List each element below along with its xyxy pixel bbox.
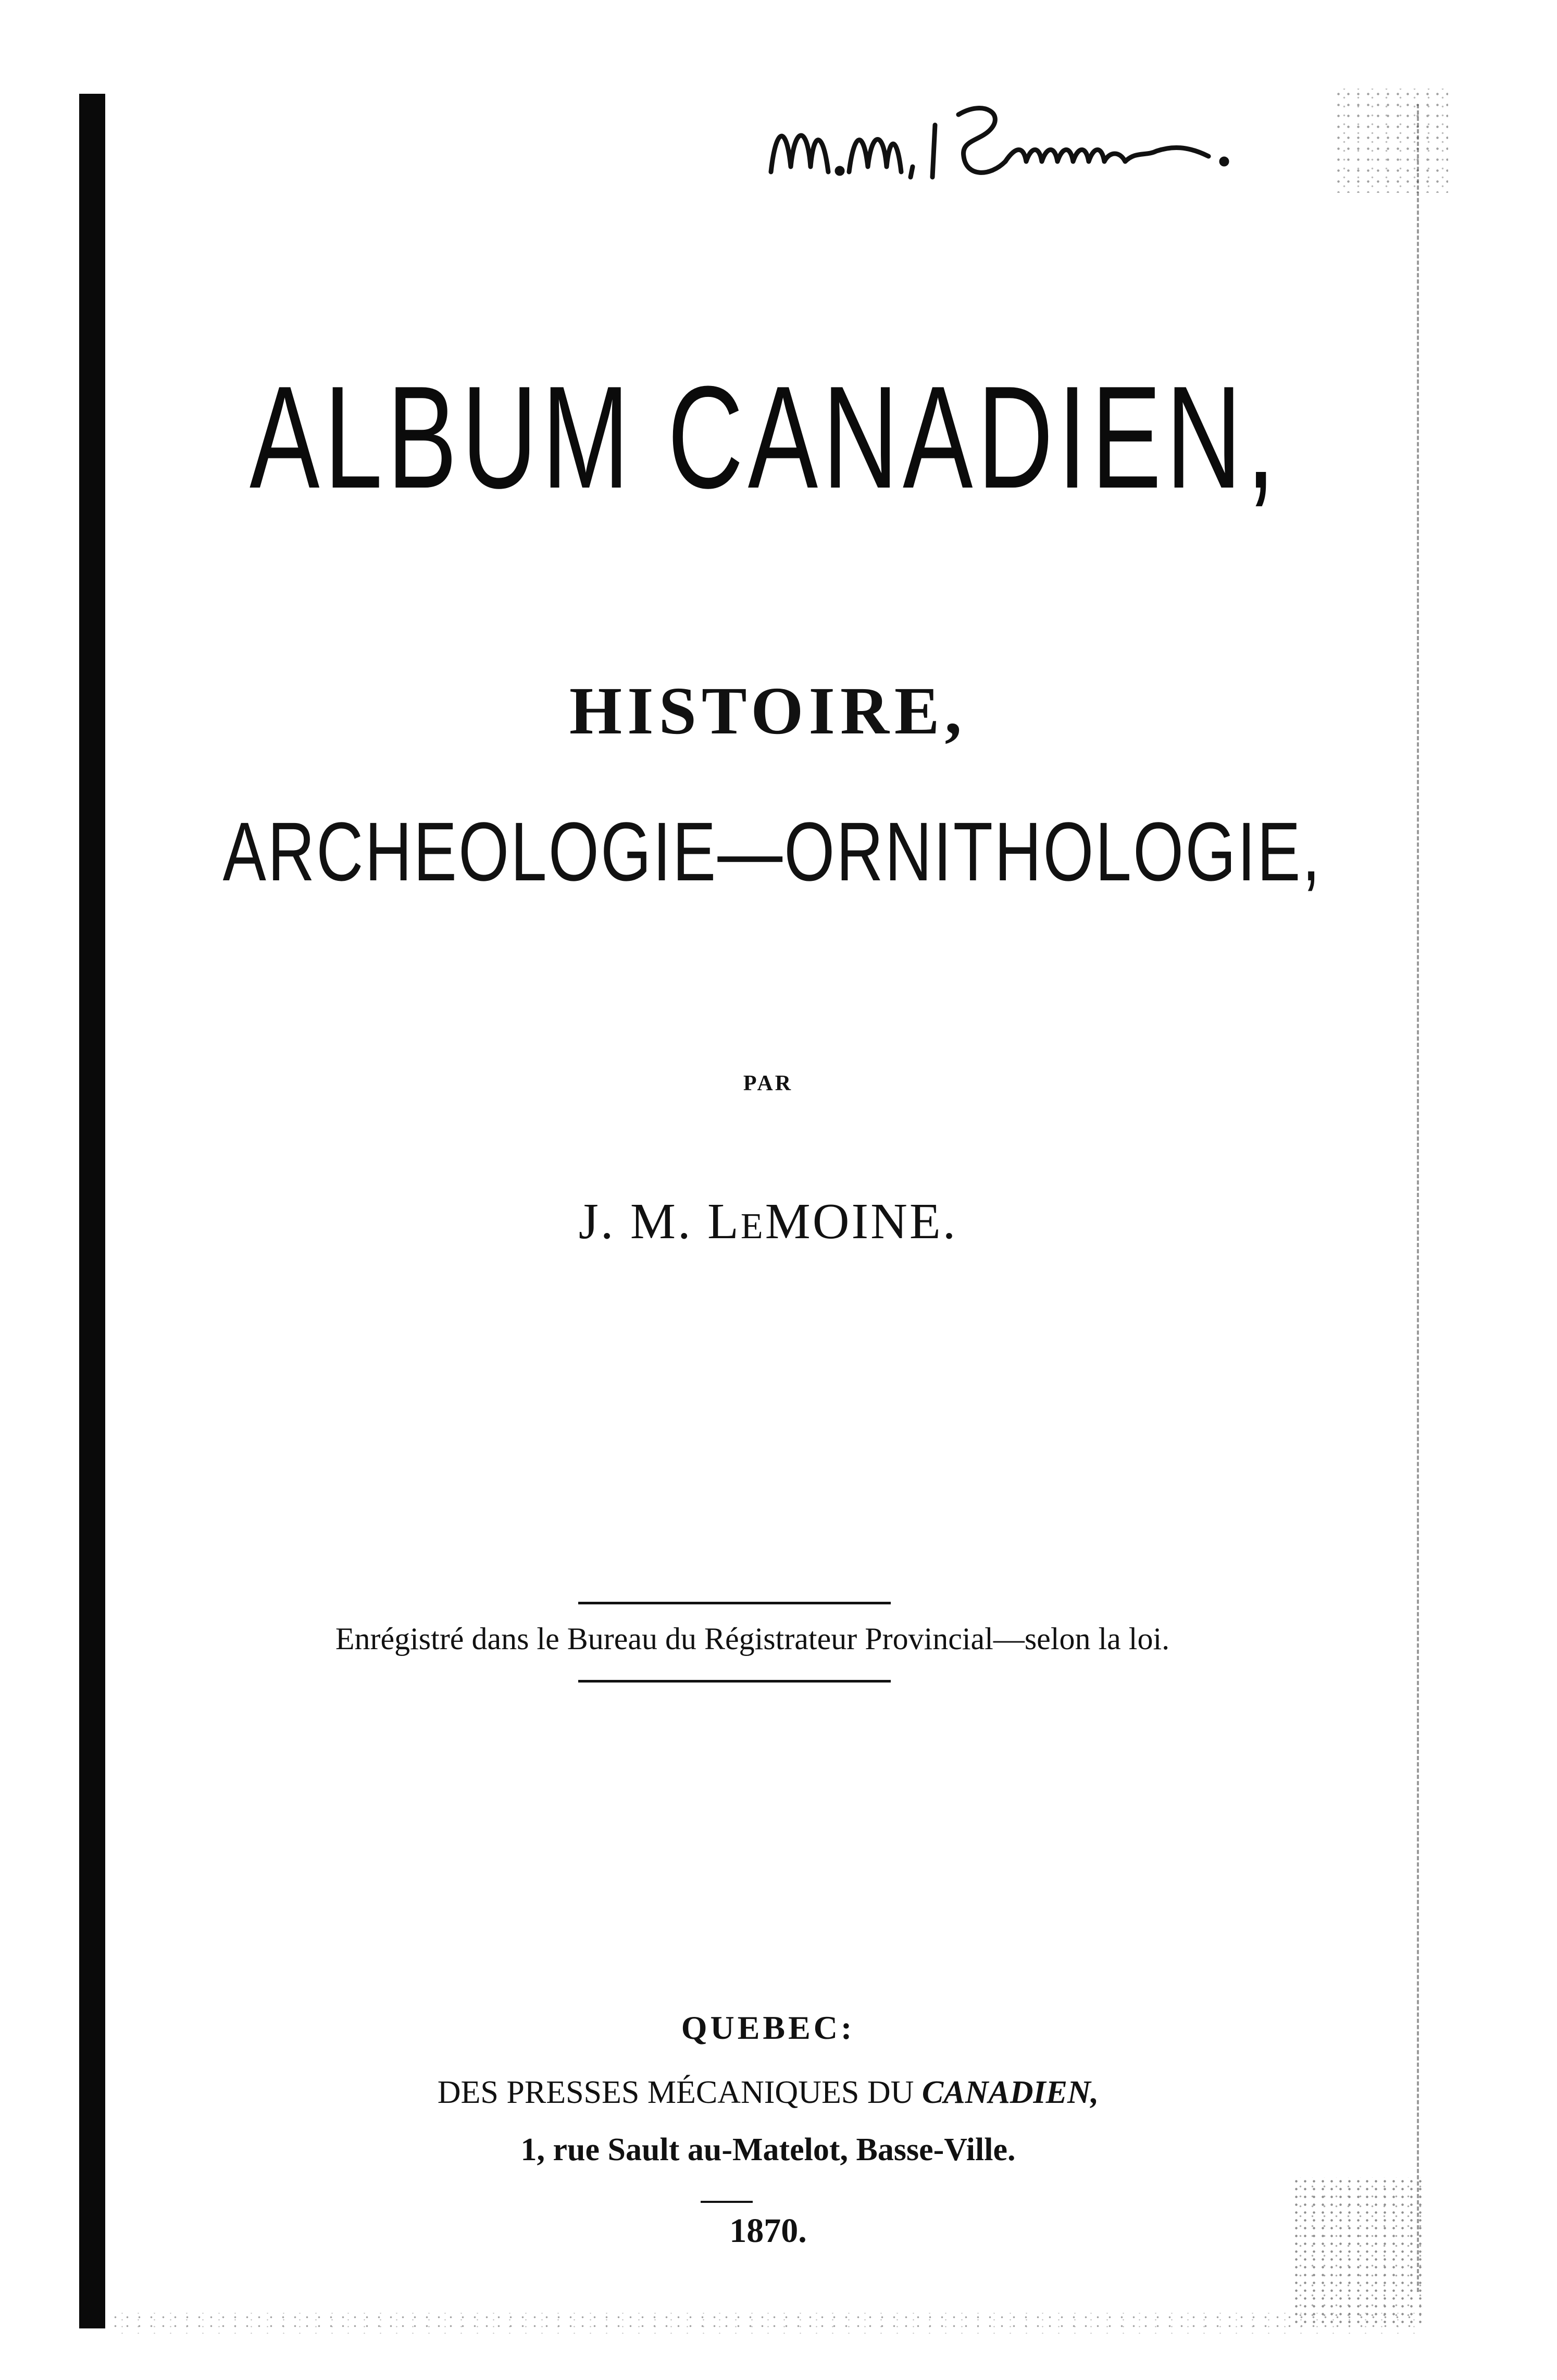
paper-speckle-top-right [1334,89,1448,193]
imprint-presses [0,2073,1547,2112]
subtitle-history: HISTOIRE, [569,674,967,749]
imprint-city: QUEBEC: [681,2009,855,2046]
rule-above-year [701,2201,753,2203]
rule-bottom [578,1680,891,1683]
imprint-presses-prefix: DES PRESSES MÉCANIQUES DU [437,2075,922,2110]
by-label: PAR [743,1071,793,1095]
subtitle-archeology-ornithology: ARCHEOLOGIE—ORNITHOLOGIE, [222,805,1322,898]
page-edge-bottom [109,2313,1417,2334]
author-small-caps: E [740,1206,765,1247]
author-initials: J. M. L [578,1193,741,1250]
handwritten-signature [761,94,1261,198]
imprint-year: 1870. [729,2212,807,2250]
author-surname: MOINE. [765,1193,958,1250]
imprint-address: 1, rue Sault au-Matelot, Basse-Ville. [520,2132,1016,2167]
rule-top [578,1602,891,1604]
imprint-newspaper: CANADIEN, [921,2075,1099,2110]
registration-notice: Enrégistré dans le Bureau du Régistrateur Provincial—selon la loi. [335,1622,1170,1656]
book-title: ALBUM CANADIEN, [250,356,1280,519]
author-name [0,1193,1547,1255]
